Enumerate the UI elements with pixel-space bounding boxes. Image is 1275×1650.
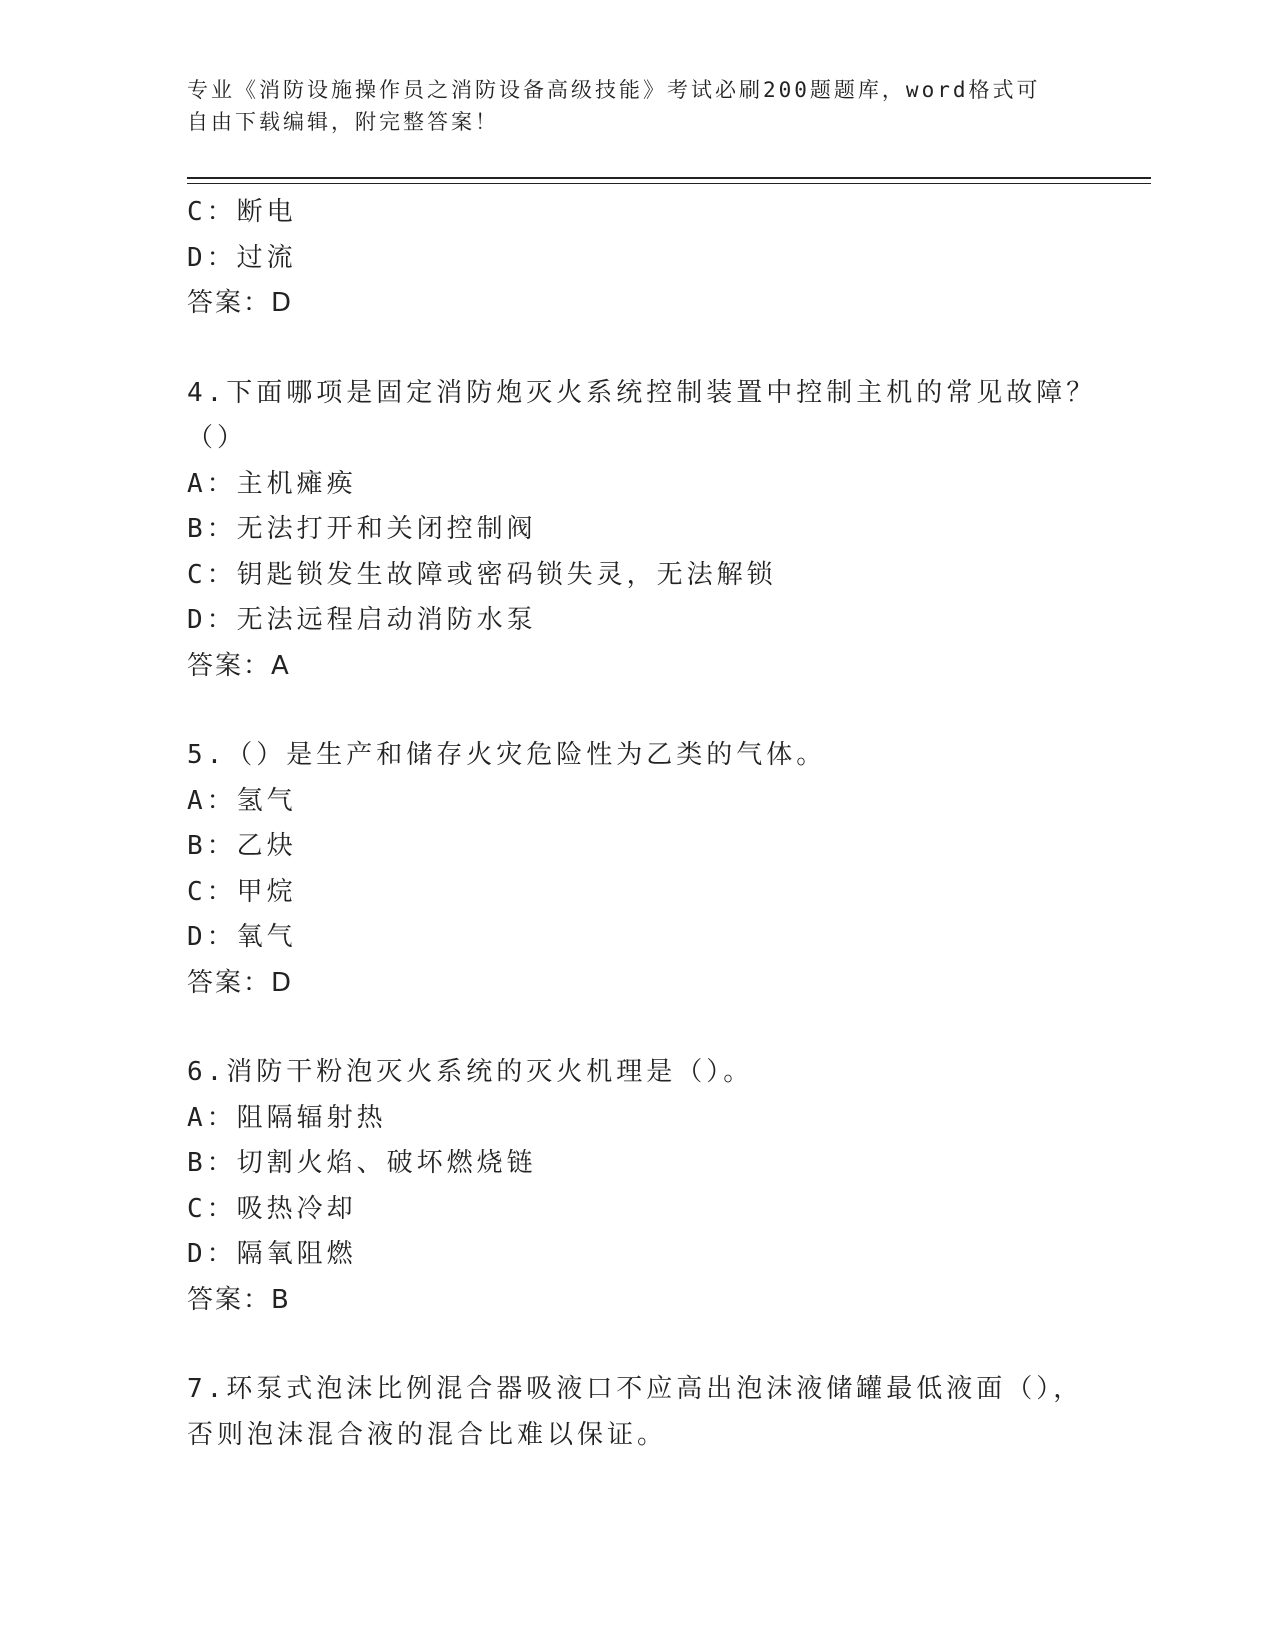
question-3-tail xyxy=(187,190,1087,327)
header-line-1: 专业《消防设施操作员之消防设备高级技能》考试必刷200题题库，word格式可 xyxy=(187,78,1041,102)
option-c: C：吸热冷却 xyxy=(187,1193,357,1224)
option-a: A：氢气 xyxy=(187,785,297,816)
option-d: D：过流 xyxy=(187,242,297,273)
spacer xyxy=(187,1323,1087,1367)
option-a: A：阻隔辐射热 xyxy=(187,1102,387,1133)
answer-line: 答案：D xyxy=(187,967,294,998)
question-stem-continued: （） xyxy=(187,423,248,453)
answer-line: 答案：D xyxy=(187,288,294,318)
document-header xyxy=(187,74,1067,138)
option-c: C：断电 xyxy=(187,197,297,227)
option-b: B：无法打开和关闭控制阀 xyxy=(187,514,537,544)
header-divider-thick xyxy=(187,177,1151,179)
question-4 xyxy=(187,371,1097,690)
spacer xyxy=(187,1006,1087,1050)
option-a: A：主机瘫痪 xyxy=(187,468,357,499)
question-5 xyxy=(187,733,1087,1006)
question-6 xyxy=(187,1050,1087,1323)
header-line-2: 自由下载编辑，附完整答案！ xyxy=(187,110,499,134)
spacer xyxy=(187,327,1087,371)
question-stem: 7.环泵式泡沫比例混合器吸液口不应高出泡沫液储罐最低液面（）， xyxy=(187,1374,1084,1404)
option-d: D：隔氧阻燃 xyxy=(187,1239,357,1269)
option-c: C：钥匙锁发生故障或密码锁失灵，无法解锁 xyxy=(187,559,777,590)
question-list xyxy=(187,190,1097,1458)
question-stem: 6.消防干粉泡灭火系统的灭火机理是（）。 xyxy=(187,1057,754,1087)
question-stem: 4.下面哪项是固定消防炮灭火系统控制装置中控制主机的常见故障？ xyxy=(187,377,1097,408)
header-divider-thin xyxy=(187,183,1151,184)
option-d: D：氧气 xyxy=(187,922,297,952)
question-stem: 5.（）是生产和储存火灾危险性为乙类的气体。 xyxy=(187,740,827,770)
spacer xyxy=(187,689,1087,733)
option-b: B：乙炔 xyxy=(187,831,297,861)
answer-line: 答案：A xyxy=(187,650,291,681)
answer-line: 答案：B xyxy=(187,1284,291,1315)
question-stem-continued: 否则泡沫混合液的混合比难以保证。 xyxy=(187,1419,668,1450)
option-d: D：无法远程启动消防水泵 xyxy=(187,605,537,635)
option-c: C：甲烷 xyxy=(187,876,297,907)
option-b: B：切割火焰、破坏燃烧链 xyxy=(187,1148,537,1178)
question-7 xyxy=(187,1367,1087,1458)
